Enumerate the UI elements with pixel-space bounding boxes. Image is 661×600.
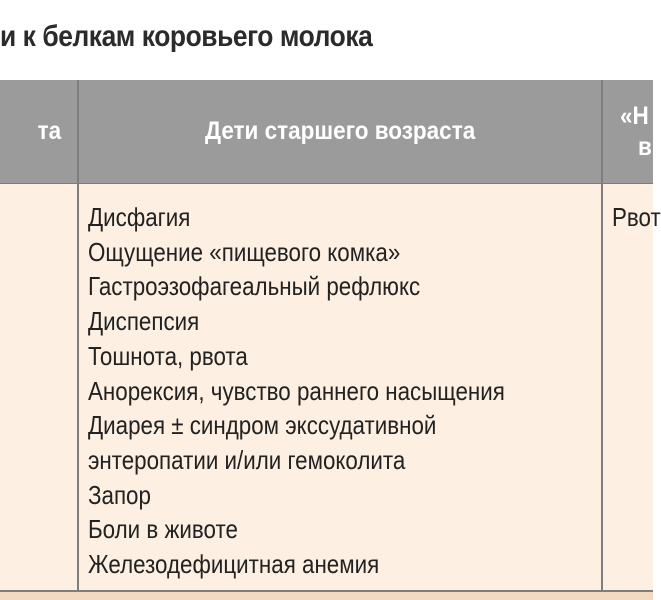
list-item: энтеропатии и/или гемоколита xyxy=(88,444,406,475)
list-item: Боли в животе xyxy=(88,514,238,545)
column-header-older-children xyxy=(79,80,601,183)
column-header-1-label: та xyxy=(37,117,61,145)
next-row-strip xyxy=(0,592,653,600)
column-header-3 xyxy=(603,80,653,183)
header-divider xyxy=(0,183,653,184)
column-divider xyxy=(77,80,79,600)
column-header-3-line-2: в xyxy=(638,132,652,161)
list-item: Ощущение «пищевого комка» xyxy=(88,236,401,267)
table-cell-col1 xyxy=(0,184,77,590)
symptoms-table xyxy=(0,80,661,600)
symptom-list xyxy=(88,200,505,582)
list-item: Дисфагия xyxy=(88,202,191,232)
col3-text: Рвот xyxy=(612,202,661,232)
list-item: Железодефицитная анемия xyxy=(88,549,380,580)
table-title: и к белкам коровьего молока xyxy=(0,20,373,53)
column-divider xyxy=(601,80,603,600)
list-item: Диспепсия xyxy=(88,306,200,337)
table-cell-col3 xyxy=(603,184,661,590)
column-header-1 xyxy=(0,80,77,183)
table-cell-col2 xyxy=(79,184,601,590)
column-header-2-label: Дети старшего возраста xyxy=(204,117,476,145)
list-item: Анорексия, чувство раннего насыщения xyxy=(88,375,505,406)
list-item: Тошнота, рвота xyxy=(88,340,248,371)
list-item: Гастроэзофагеальный рефлюкс xyxy=(88,271,421,302)
list-item: Запор xyxy=(88,479,151,510)
column-header-3-line-1: «Н xyxy=(620,101,649,130)
list-item: Диарея ± синдром экссудативной xyxy=(88,410,437,441)
